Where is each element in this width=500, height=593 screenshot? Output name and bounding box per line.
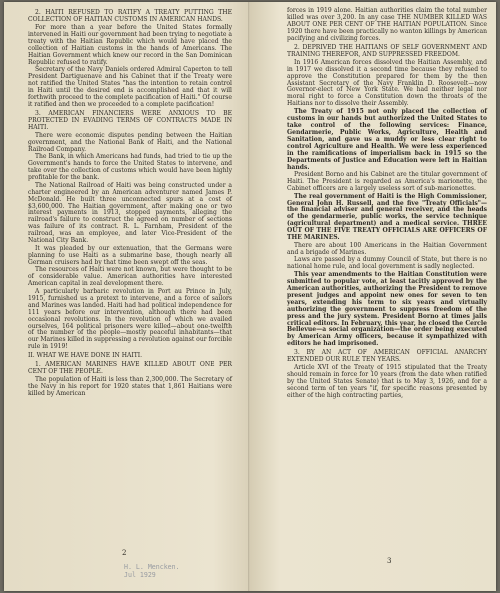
- paragraph: The Bank, in which Americans had funds, had tried to tie up the Government's hands to force the United States to intervene, and take over the collection of customs which would have been highly profitable for the bank.: [28, 153, 232, 182]
- paragraph: The National Railroad of Haiti was being constructed under a charter engineered by an American adventurer named James P. McDonald. He built three unconnected spurs at a cost of $3,600,000. The Haitian government, after making one or two interest payments in 1913, stopped payments, alleging the railroad's failure to construct the agreed on number of sections was failure of its contract. R. L. Farnham, President of the railroad, was an employee, and later Vice-President of the National City Bank.: [28, 181, 232, 245]
- paragraph: It was pleaded by our extenuation, that the Germans were planning to use Haiti as a submarine base, though nearly all German cruisers had by that time been swept off the seas.: [28, 244, 232, 266]
- left-page-text: [28, 8, 232, 399]
- paragraph: There were economic disputes pending between the Haitian government, and the National Bank of Haiti, and the National Railroad Company.: [28, 131, 232, 153]
- paragraph: A particularly barbaric revolution in Port au Prince in July, 1915, furnished us a pretext to intervene, and a force of sailors and Marines was landed. Haiti had had political independence for 111 years before our intervention, although there had been occasional revolutions. In the revolution of which we availed ourselves, 164 political prisoners were killed—about one-twelfth of the number of the people—mostly peaceful inhabitants—that our Marines killed in suppressing a revolution against our forcible rule in 1919!: [28, 287, 232, 351]
- paragraph: There are about 100 Americans in the Haitian Government and a brigade of Marines.: [287, 241, 487, 256]
- paragraph: forces in 1919 alone. Haitian authorities claim the total number killed was over 3,200. In any case THE NUMBER KILLED WAS ABOUT ONE PER CENT OF THE HAITIAN POPULATION. Since 1920 there have been practically no wanton killings by American pacifying and civilizing forces.: [287, 7, 487, 42]
- paragraph: The Treaty of 1915 not only placed the collection of customs in our hands but authorized the United States to take control of the following services: Finance, Gendarmerie, Public Works, Agriculture, Health and Sanitation, and gave us a muddy or less clear right to control Agriculture and Health. We were less experienced in the ramifications of imperialism back in 1915 so the Departments of Justice and Education were left in Haitian hands.: [287, 107, 487, 171]
- paragraph: The resources of Haiti were not known, but were thought to be of considerable value. American authorities have interested American capital in zeal development there.: [28, 266, 232, 288]
- section-heading: 3. AMERICAN FINANCIERS WERE ANXIOUS TO BE PROTECTED IN EVADING TERMS OF CONTRACTS MADE IN HAITI.: [28, 109, 232, 131]
- paragraph: Laws are passed by a dummy Council of State, but there is no national home rule, and local government is sadly neglected.: [287, 256, 487, 271]
- section-heading: 2. HAITI REFUSED TO RATIFY A TREATY PUTTING THE COLLECTION OF HAITIAN CUSTOMS IN AMERICAN HANDS.: [28, 9, 232, 23]
- paragraph: This year amendments to the Haitian Constitution were submitted to popular vote, at least tacitly approved by the American authorities, authorizing the President to remove present judges and appoint new ones for seven to ten years, extending his term to six years and virtually authorizing the government to suppress freedom of the press and the jury system. President Borno at times jails critical editors. In February, this year, he closed the Cercle Bellevue—a social organization—the order being executed by American Army officers, because it sympathized with editors he had imprisoned.: [287, 270, 487, 348]
- section-heading: 1. AMERICAN MARINES HAVE KILLED ABOUT ONE PER CENT OF THE PEOPLE.: [28, 361, 232, 376]
- stamp-line-2: Jul 1929: [124, 571, 156, 579]
- paragraph: President Borno and his Cabinet are the titular government of Haiti. The President is regarded as America's marionette, the Cabinet officers are a largely useless sort of sub-marionettes.: [287, 171, 487, 193]
- booklet-spread: [4, 2, 496, 591]
- section-heading: 2. DEPRIVED THE HAITIANS OF SELF GOVERNMENT AND TRAINING THEREFOR, AND SUPPRESSED FREEDOM.: [287, 43, 487, 58]
- paragraph: The population of Haiti is less than 2,300,000. The Secretary of the Navy in his report for 1920 states that 1,861 Haitians were killed by American: [28, 376, 232, 398]
- section-heading: 3. BY AN ACT OF AMERICAN OFFICIAL ANARCHY EXTENDED OUR RULE TEN YEARS.: [287, 349, 487, 364]
- left-page: [4, 2, 250, 591]
- library-stamp: [124, 563, 212, 579]
- paragraph: Secretary of the Navy Daniels ordered Admiral Caperton to tell President Dartiguenave and his Cabinet that if the Treaty were not ratified the United States "has the intention to retain control in Haiti until the desired end is accomplished and that it will forthwith proceed to the complete pacification of Haiti." Of course it ratified and then we proceeded to a complete pacification!: [28, 66, 232, 108]
- page-number-left: 2: [122, 549, 127, 557]
- stamp-line-1: H. L. Mencken.: [124, 563, 180, 571]
- paragraph: The real government of Haiti is the High Commissioner, General John H. Russell, and the five "Treaty Officials"—the financial adviser and general receiver, and the heads of the gendarmerie, public works, the service technique (agricultural department) and a medical service. THREE OUT OF THE FIVE TREATY OFFICIALS ARE OFFICERS OF THE MARINES.: [287, 192, 487, 242]
- part-heading: II. WHAT WE HAVE DONE IN HAITI.: [28, 352, 143, 360]
- paragraph: Article XVI of the Treaty of 1915 stipulated that the Treaty should remain in force for 10 years (from the date when ratified by the United States Senate) that is to May 3, 1926, and for a second term of ten years "if, for specific reasons presented by either of the high contracting parties,: [287, 364, 487, 400]
- right-page-text: [287, 8, 487, 401]
- right-page: [250, 2, 496, 591]
- paragraph: For more than a year before the United States formally intervened in Haiti our government had been trying to negotiate a treaty with the Haitian Republic which would have placed the collection of Haitian customs in the hands of Americans. The Haitian Government which knew our record in the San Dominican Republic refused to ratify.: [28, 23, 233, 66]
- paragraph: In 1916 American forces dissolved the Haitian Assembly, and in 1917 we dissolved it a second time because they refused to approve the Constitution prepared for them by the then Assistant Secretary of the Navy Franklin D. Roosevelt—now Governor-elect of New York State. We had neither legal nor moral right to force a Constitution down the throats of the Haitians nor to dissolve their Assembly.: [287, 58, 487, 108]
- page-number-right: 3: [387, 557, 392, 565]
